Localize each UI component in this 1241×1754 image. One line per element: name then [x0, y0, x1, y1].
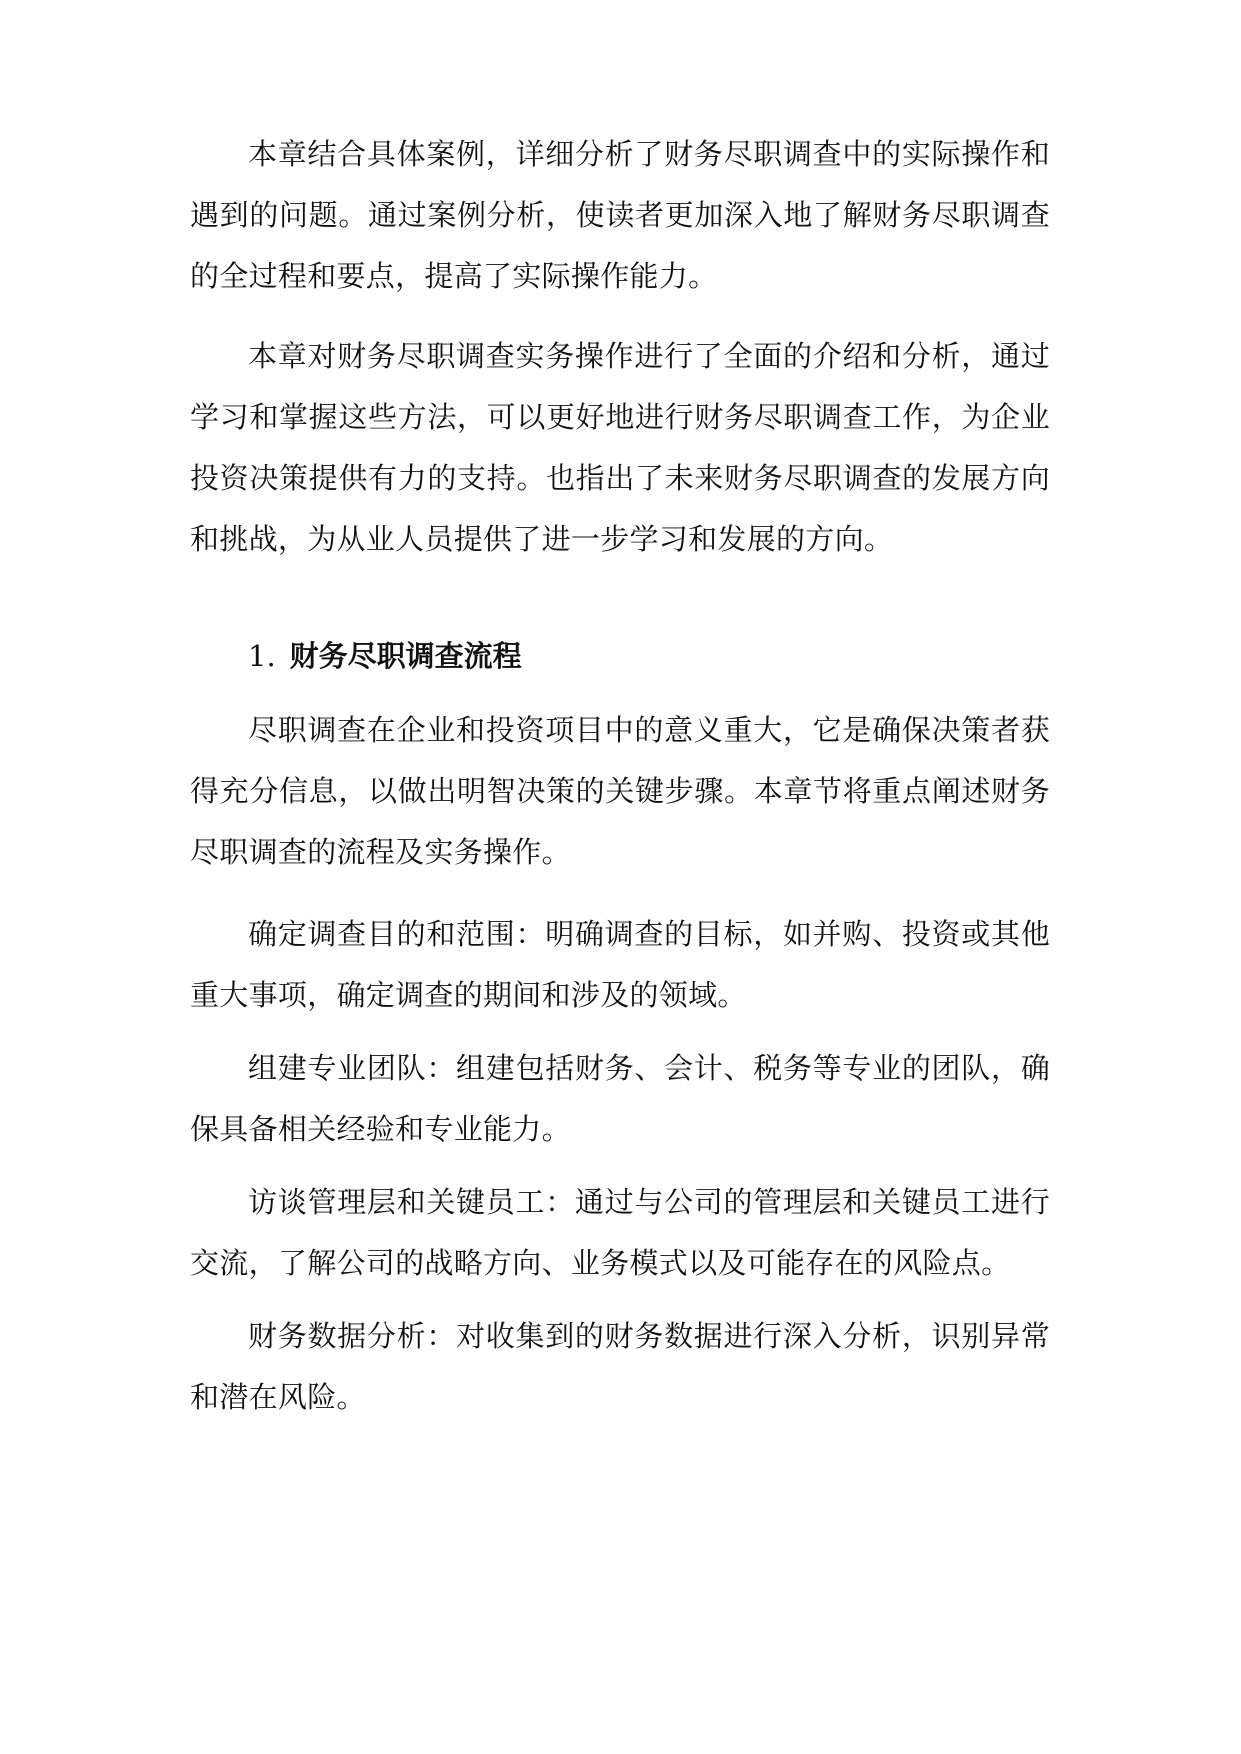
section-number: 1.	[248, 639, 276, 673]
section-title: 财务尽职调查流程	[289, 639, 522, 673]
section-heading	[248, 636, 948, 676]
paragraph-case-analysis: 本章结合具体案例，详细分析了财务尽职调查中的实际操作和遇到的问题。通过案例分析，使读者更加深入地了解财务尽职调查的全过程和要点，提高了实际操作能力。	[190, 137, 1050, 293]
paragraph-chapter-summary: 本章对财务尽职调查实务操作进行了全面的介绍和分析，通过学习和掌握这些方法，可以更好地进行财务尽职调查工作，为企业投资决策提供有力的支持。也指出了未来财务尽职调查的发展方向和挑战，为从业人员提供了进一步学习和发展的方向。	[190, 339, 1050, 556]
paragraph-build-team: 组建专业团队：组建包括财务、会计、税务等专业的团队，确保具备相关经验和专业能力。	[190, 1051, 1050, 1146]
paragraph-determine-scope: 确定调查目的和范围：明确调查的目标，如并购、投资或其他重大事项，确定调查的期间和涉及的领域。	[190, 917, 1050, 1012]
paragraph-financial-data-analysis: 财务数据分析：对收集到的财务数据进行深入分析，识别异常和潜在风险。	[190, 1319, 1050, 1414]
paragraph-interview-management: 访谈管理层和关键员工：通过与公司的管理层和关键员工进行交流，了解公司的战略方向、业务模式以及可能存在的风险点。	[190, 1185, 1050, 1280]
paragraph-due-diligence-significance: 尽职调查在企业和投资项目中的意义重大，它是确保决策者获得充分信息，以做出明智决策的关键步骤。本章节将重点阐述财务尽职调查的流程及实务操作。	[190, 713, 1050, 869]
